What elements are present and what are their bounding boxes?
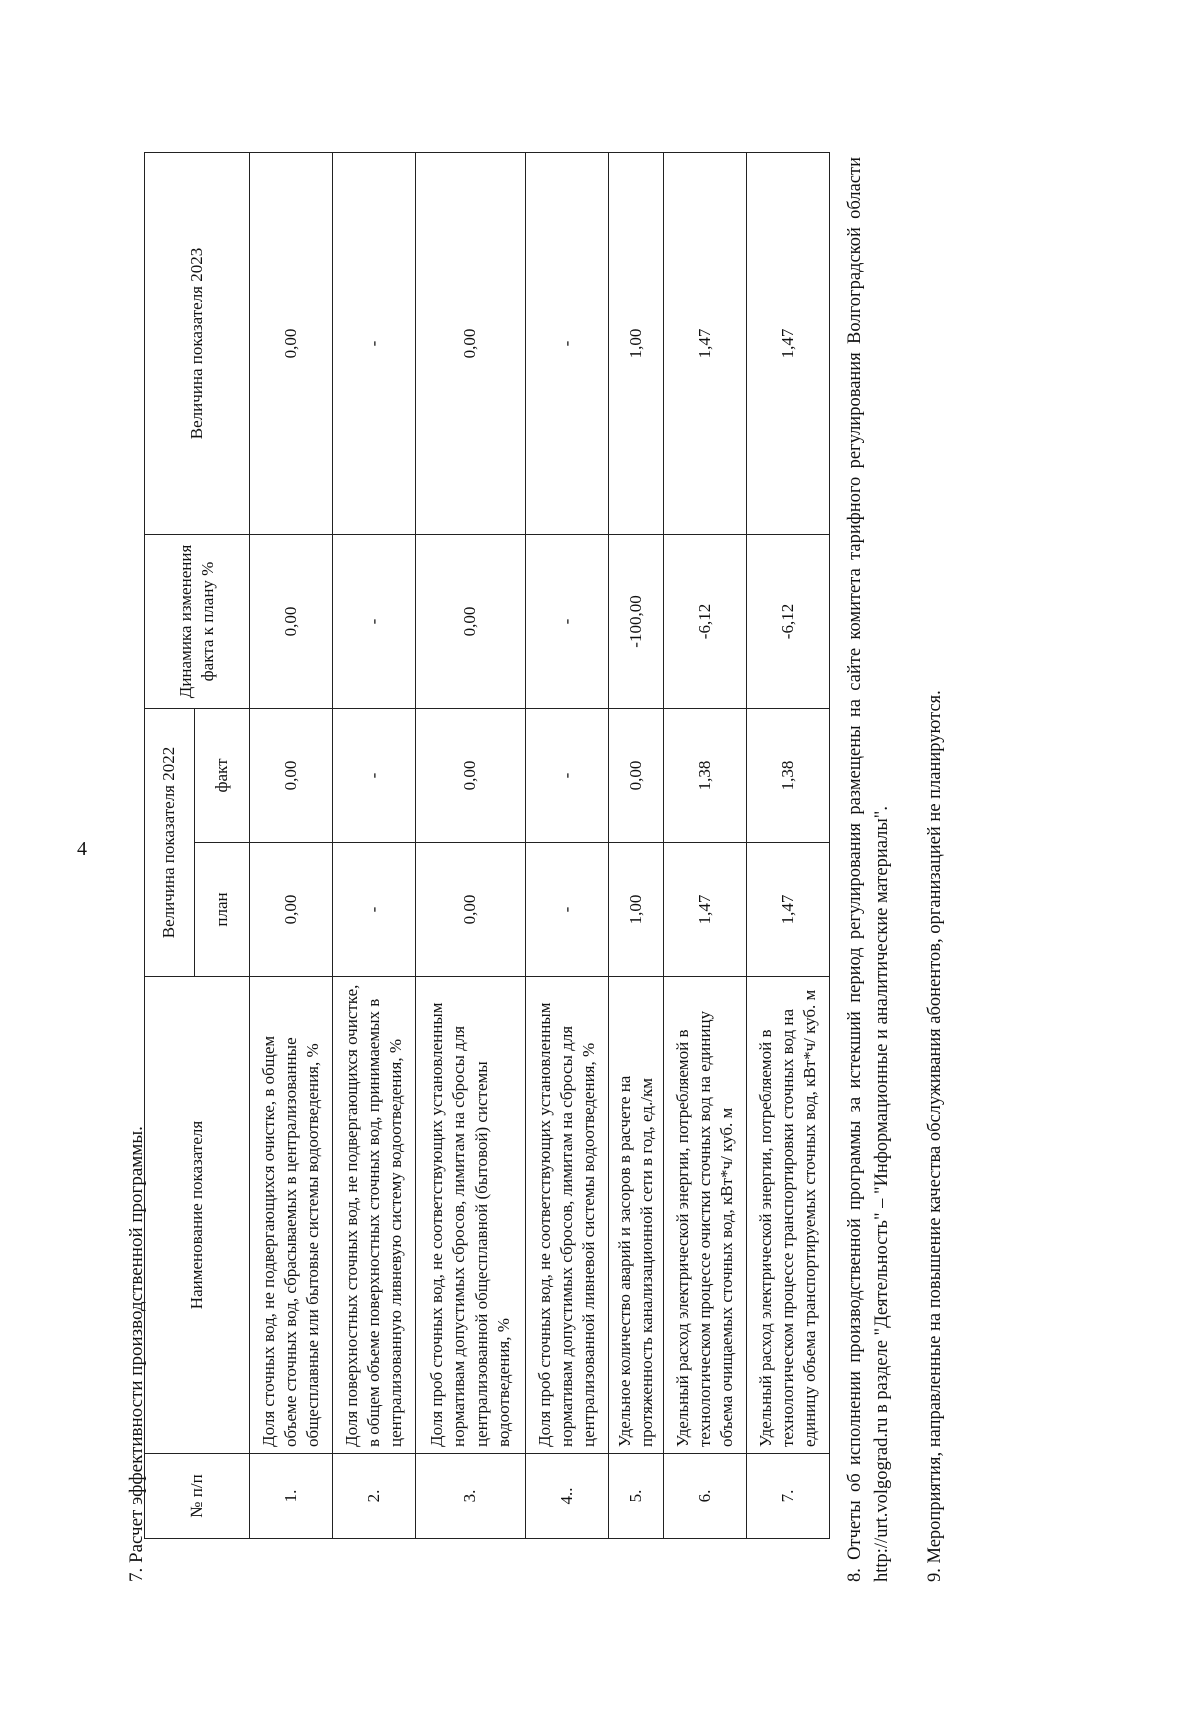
dynamics-value: 0,00 [416,535,526,709]
indicator-name: Доля поверхностных сточных вод, не подвергающихся очистке, в общем объеме поверхностных сточных вод, принимаемых в централизованную ливневую систему водоотведения, % [333,977,416,1454]
table-row [333,153,416,1539]
value-2023: - [526,153,609,535]
header-value-2023: Величина показателя 2023 [145,153,250,535]
plan-value: - [333,843,416,977]
plan-value: 1,47 [664,843,747,977]
header-num: № п/п [145,1454,250,1539]
header-name: Наименование показателя [145,977,250,1454]
plan-value: 0,00 [250,843,333,977]
plan-value: 1,00 [609,843,664,977]
row-number: 3. [416,1454,526,1539]
header-value-2022: Величина показателя 2022 [145,709,195,977]
closing-paragraphs [842,157,948,1582]
header-fact: факт [195,709,250,843]
value-2023: 1,00 [609,153,664,535]
fact-value: 0,00 [416,709,526,843]
value-2023: 1,47 [664,153,747,535]
fact-value: 0,00 [250,709,333,843]
indicator-name: Удельный расход электрической энергии, потребляемой в технологическом процессе очистки сточных вод на единицу объема очищаемых сточных вод, кВт*ч/ куб. м [664,977,747,1454]
fact-value: 0,00 [609,709,664,843]
value-2023: 0,00 [250,153,333,535]
fact-value: - [526,709,609,843]
indicator-name: Доля сточных вод, не подвергающихся очистке, в общем объеме сточных вод, сбрасываемых в централизованные общесплавные или бытовые системы водоотведения, % [250,977,333,1454]
plan-value: - [526,843,609,977]
row-number: 2. [333,1454,416,1539]
table-row [526,153,609,1539]
dynamics-value: 0,00 [250,535,333,709]
dynamics-value: -6,12 [747,535,830,709]
row-number: 5. [609,1454,664,1539]
page-number: 4 [77,838,87,860]
indicator-name: Доля проб сточных вод, не соответствующих установленным нормативам допустимых сбросов, лимитам на сбросы для централизованной общесплавной (бытовой) системы водоотведения, % [416,977,526,1454]
paragraph-9: 9. Мероприятия, направленные на повышение качества обслуживания абонентов, организацией не планируются. [924,690,945,1582]
fact-value: 1,38 [664,709,747,843]
table-row [664,153,747,1539]
table-row [250,153,333,1539]
header-dynamics: Динамика изменения факта к плану % [145,535,250,709]
dynamics-value: -6,12 [664,535,747,709]
dynamics-value: -100,00 [609,535,664,709]
row-number: 7. [747,1454,830,1539]
fact-value: - [333,709,416,843]
section-heading: 7. Расчет эффективности производственной программы. [126,1126,147,1582]
table-row [747,153,830,1539]
table-row [609,153,664,1539]
rotated-page-content [126,148,952,1582]
value-2023: 1,47 [747,153,830,535]
plan-value: 0,00 [416,843,526,977]
table-row [416,153,526,1539]
value-2023: 0,00 [416,153,526,535]
row-number: 4.. [526,1454,609,1539]
row-number: 6. [664,1454,747,1539]
paragraph-8: 8. Отчеты об исполнении производственной программы за истекший период регулирования размещены на сайте комитета тарифного регулирования Волгоградской области http://urt.volgograd.ru в разделе "Деятельность" – "Информационные и аналитические материалы". [845,157,892,1582]
dynamics-value: - [526,535,609,709]
row-number: 1. [250,1454,333,1539]
fact-value: 1,38 [747,709,830,843]
dynamics-value: - [333,535,416,709]
indicator-name: Удельный расход электрической энергии, потребляемой в технологическом процессе транспортировки сточных вод на единицу объема транспортируемых сточных вод, кВт*ч/ куб. м [747,977,830,1454]
plan-value: 1,47 [747,843,830,977]
indicator-name: Удельное количество аварий и засоров в расчете на протяженность канализационной сети в год, ед./км [609,977,664,1454]
indicator-name: Доля проб сточных вод, не соответствующих установленным нормативам допустимых сбросов, лимитам на сбросы для централизованной ливневой системы водоотведения, % [526,977,609,1454]
header-plan: план [195,843,250,977]
performance-table [144,152,830,1539]
value-2023: - [333,153,416,535]
